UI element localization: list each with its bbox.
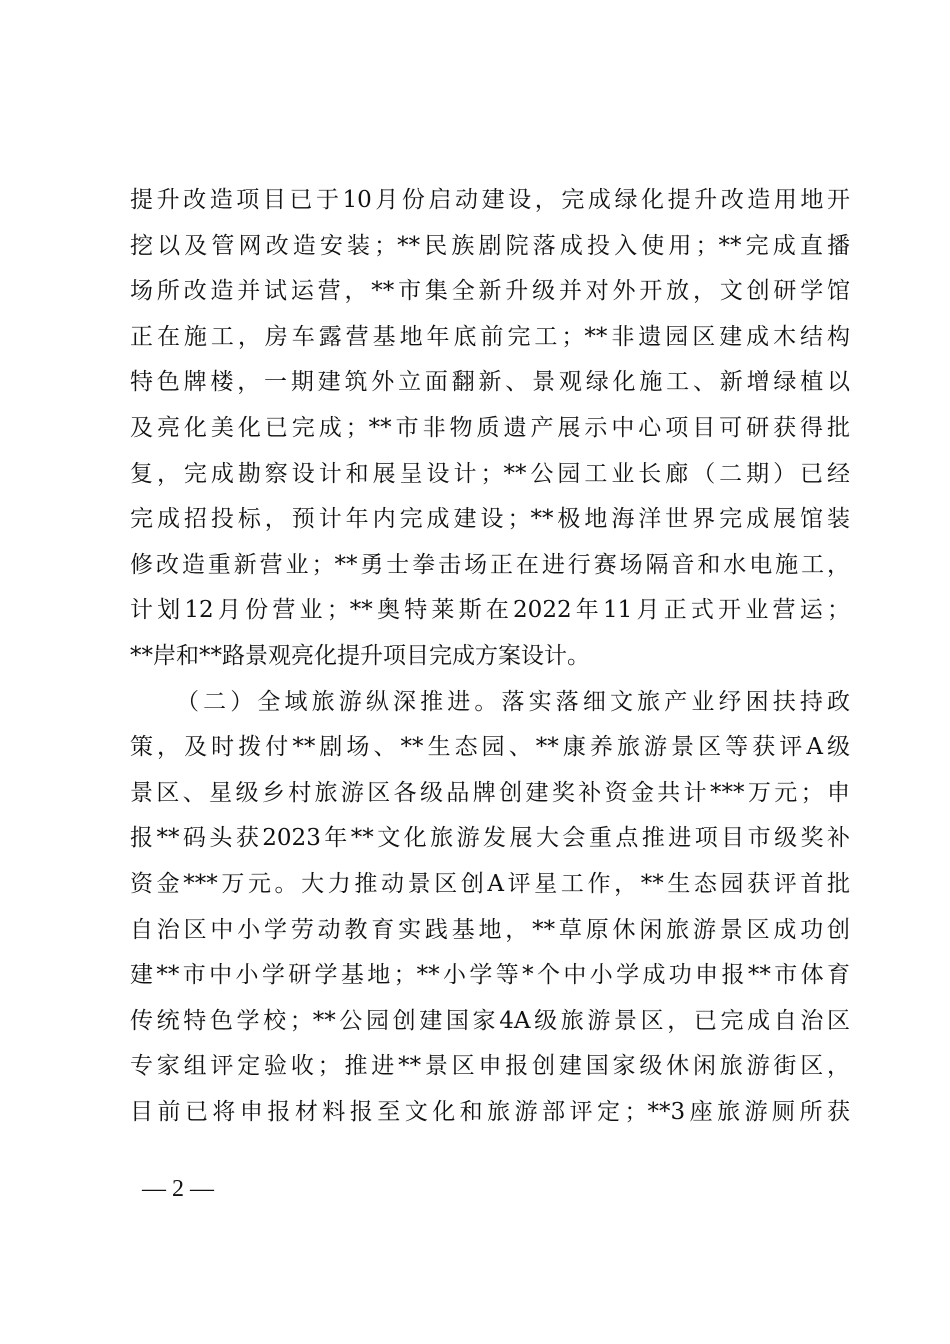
text-line: 目前已将申报材料报至文化和旅游部评定；**3座旅游厕所获 — [130, 1098, 850, 1125]
text-line: 挖以及管网改造安装；**民族剧院落成投入使用；**完成直播 — [130, 232, 850, 259]
text-line: 特色牌楼，一期建筑外立面翻新、景观绿化施工、新增绿植以 — [130, 369, 850, 396]
text-line: 计划12月份营业；**奥特莱斯在2022年11月正式开业营运； — [130, 597, 850, 624]
text-line: 传统特色学校；**公园创建国家4A级旅游景区，已完成自治区 — [130, 1007, 850, 1034]
text-line: **岸和**路景观亮化提升项目完成方案设计。 — [130, 642, 590, 669]
text-line: 资金***万元。大力推动景区创A评星工作，**生态园获评首批 — [130, 870, 850, 897]
text-line: 完成招投标，预计年内完成建设；**极地海洋世界完成展馆装 — [130, 506, 850, 533]
text-line: 策，及时拨付**剧场、**生态园、**康养旅游景区等获评A级 — [130, 734, 850, 761]
page-number: — 2 — — [142, 1176, 214, 1202]
text-line: 报**码头获2023年**文化旅游发展大会重点推进项目市级奖补 — [130, 825, 850, 852]
text-line: 景区、星级乡村旅游区各级品牌创建奖补资金共计***万元；申 — [130, 779, 850, 806]
text-line: 正在施工，房车露营基地年底前完工；**非遗园区建成木结构 — [130, 323, 850, 350]
text-line: 建**市中小学研学基地；**小学等*个中小学成功申报**市体育 — [130, 962, 850, 989]
text-line: 自治区中小学劳动教育实践基地，**草原休闲旅游景区成功创 — [130, 916, 850, 943]
body-text — [130, 178, 850, 1135]
text-line: 复，完成勘察设计和展呈设计；**公园工业长廊（二期）已经 — [130, 460, 850, 487]
section-heading-line: （二）全域旅游纵深推进。落实落细文旅产业纾困扶持政 — [176, 688, 850, 715]
text-line: 修改造重新营业；**勇士拳击场正在进行赛场隔音和水电施工， — [130, 551, 850, 578]
text-line: 专家组评定验收；推进**景区申报创建国家级休闲旅游街区， — [130, 1053, 850, 1080]
text-line: 提升改造项目已于10月份启动建设，完成绿化提升改造用地开 — [130, 187, 850, 213]
text-line: 场所改造并试运营，**市集全新升级并对外开放，文创研学馆 — [130, 278, 850, 305]
text-line: 及亮化美化已完成；**市非物质遗产展示中心项目可研获得批 — [130, 414, 850, 441]
